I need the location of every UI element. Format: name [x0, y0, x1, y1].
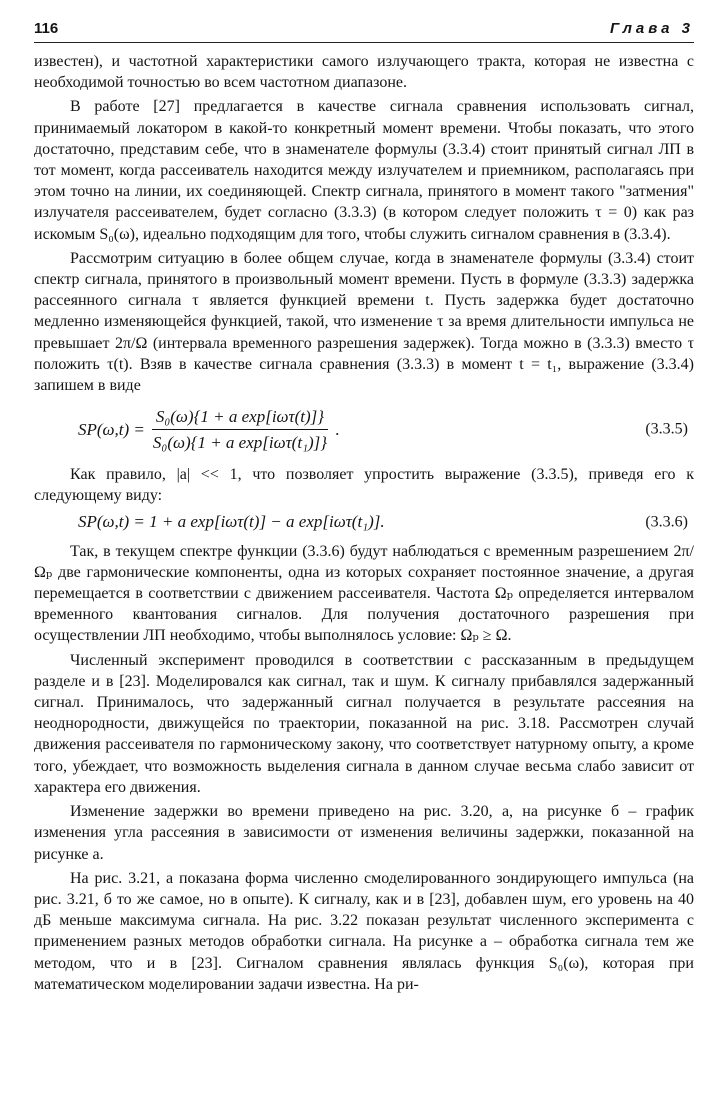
paragraph: Изменение задержки во времени приведено на рис. 3.20, а, на рисунке б – график изменения угла рассеяния в зависимости от изменения величины задержки, показанной на рисунке а.: [34, 803, 694, 863]
paragraph: Как правило, |a| << 1, что позволяет упростить выражение (3.3.5), приведя его к следующему виду:: [34, 466, 694, 505]
equation-3-3-6: [34, 507, 694, 537]
equation-number: (3.3.6): [645, 513, 688, 531]
paragraph: В работе [27] предлагается в качестве сигнала сравнения использовать сигнал, принимаемый локатором в какой-то конкретный момент времени. Чтобы показать, что этого достаточно, представим себе, что в знаменателе формулы (3.3.4) стоит принятый сигнал ЛП в тот момент, когда рассеиватель находится между излучателем и приемником, располагаясь при этом точно на линии, их соединяющей. Спектр сигнала, принятого в момент такого "затмения" излучателя рассеивателем, будет согласно (3.3.3) (в котором следует положить τ = 0) как раз искомым S₀(ω), идеально подходящим для того, чтобы служить сигналом сравнения в (3.3.4).: [34, 98, 694, 243]
equation-body: SP(ω,t) = 1 + a exp[iωτ(t)] − a exp[iωτ(t₁)].: [78, 512, 385, 532]
equation-denominator: S₀(ω){1 + a exp[iωτ(t₁)]}: [152, 432, 328, 452]
equation-3-3-5: [34, 398, 694, 460]
equation-number: (3.3.5): [645, 420, 688, 438]
equation-numerator: S₀(ω){1 + a exp[iωτ(t)]}: [152, 406, 328, 430]
chapter-title: Глава 3: [609, 20, 694, 37]
page-number: 116: [34, 20, 59, 37]
paragraph: Рассмотрим ситуацию в более общем случае, когда в знаменателе формулы (3.3.4) стоит спектр сигнала, принятого в произвольный момент времени. Пусть в формуле (3.3.3) задержка рассеянного сигнала τ является функцией времени t. Пусть задержка будет достаточно медленно изменяющейся функцией, такой, что изменение τ за время длительности импульса не превышает 2π/Ω (интервала временного разрешения задержек). Тогда можно в (3.3.3) вместо τ положить τ(t). Взяв в качестве сигнала сравнения (3.3.3) в момент t = t₁, выражение (3.3.4) запишем в виде: [34, 249, 694, 395]
paragraph: Так, в текущем спектре функции (3.3.6) будут наблюдаться с временным разрешением 2π/Ωₚ две гармонические компоненты, одна из которых сохраняет постоянное значение, а другая перемещается в соответствии с движением рассеивателя. Частота Ωₚ определяется интервалом временного квантования сигналов. Для получения достаточного разрешения при осуществлении ЛП необходимо, чтобы выполнялось условие: Ωₚ ≥ Ω.: [34, 542, 694, 645]
paragraph: На рис. 3.21, а показана форма численно смоделированного зондирующего импульса (на рис. 3.21, б то же самое, но в опыте). К сигналу, как и в [23], добавлен шум, его уровень на 40 дБ меньше максимума сигнала. На рис. 3.22 показан результат численного эксперимента с применением разных методов обработки сигнала. На рисунке а – обработка сигнала тем же методом, что и в [23]. Сигналом сравнения являлась функция S₀(ω), которая при математическом моделировании задачи известна. На ри-: [34, 869, 694, 993]
paragraph: Численный эксперимент проводился в соответствии с рассказанным в предыдущем разделе и в [23]. Моделировался как сигнал, так и шум. К сигналу прибавлялся задержанный сигнал. Принималось, что задержанный сигнал получается в результате рассеяния на неоднородности, движущейся по траектории, показанной на рис. 3.18. Рассмотрен случай движения рассеивателя по гармоническому закону, что соответствует натурному опыту, а кроме того, убеждает, что возможность выделения сигнала в данном случае весьма слабо зависит от характера его движения.: [34, 651, 694, 796]
page-header: [34, 20, 694, 43]
paragraph: известен), и частотной характеристики самого излучающего тракта, которая не известна с необходимой точностью во всем частотном диапазоне.: [34, 53, 694, 92]
equation-lhs: SP(ω,t) =: [78, 419, 145, 439]
equation-fraction: [149, 406, 331, 453]
page-body: [34, 51, 694, 995]
equation-period: .: [335, 419, 340, 439]
